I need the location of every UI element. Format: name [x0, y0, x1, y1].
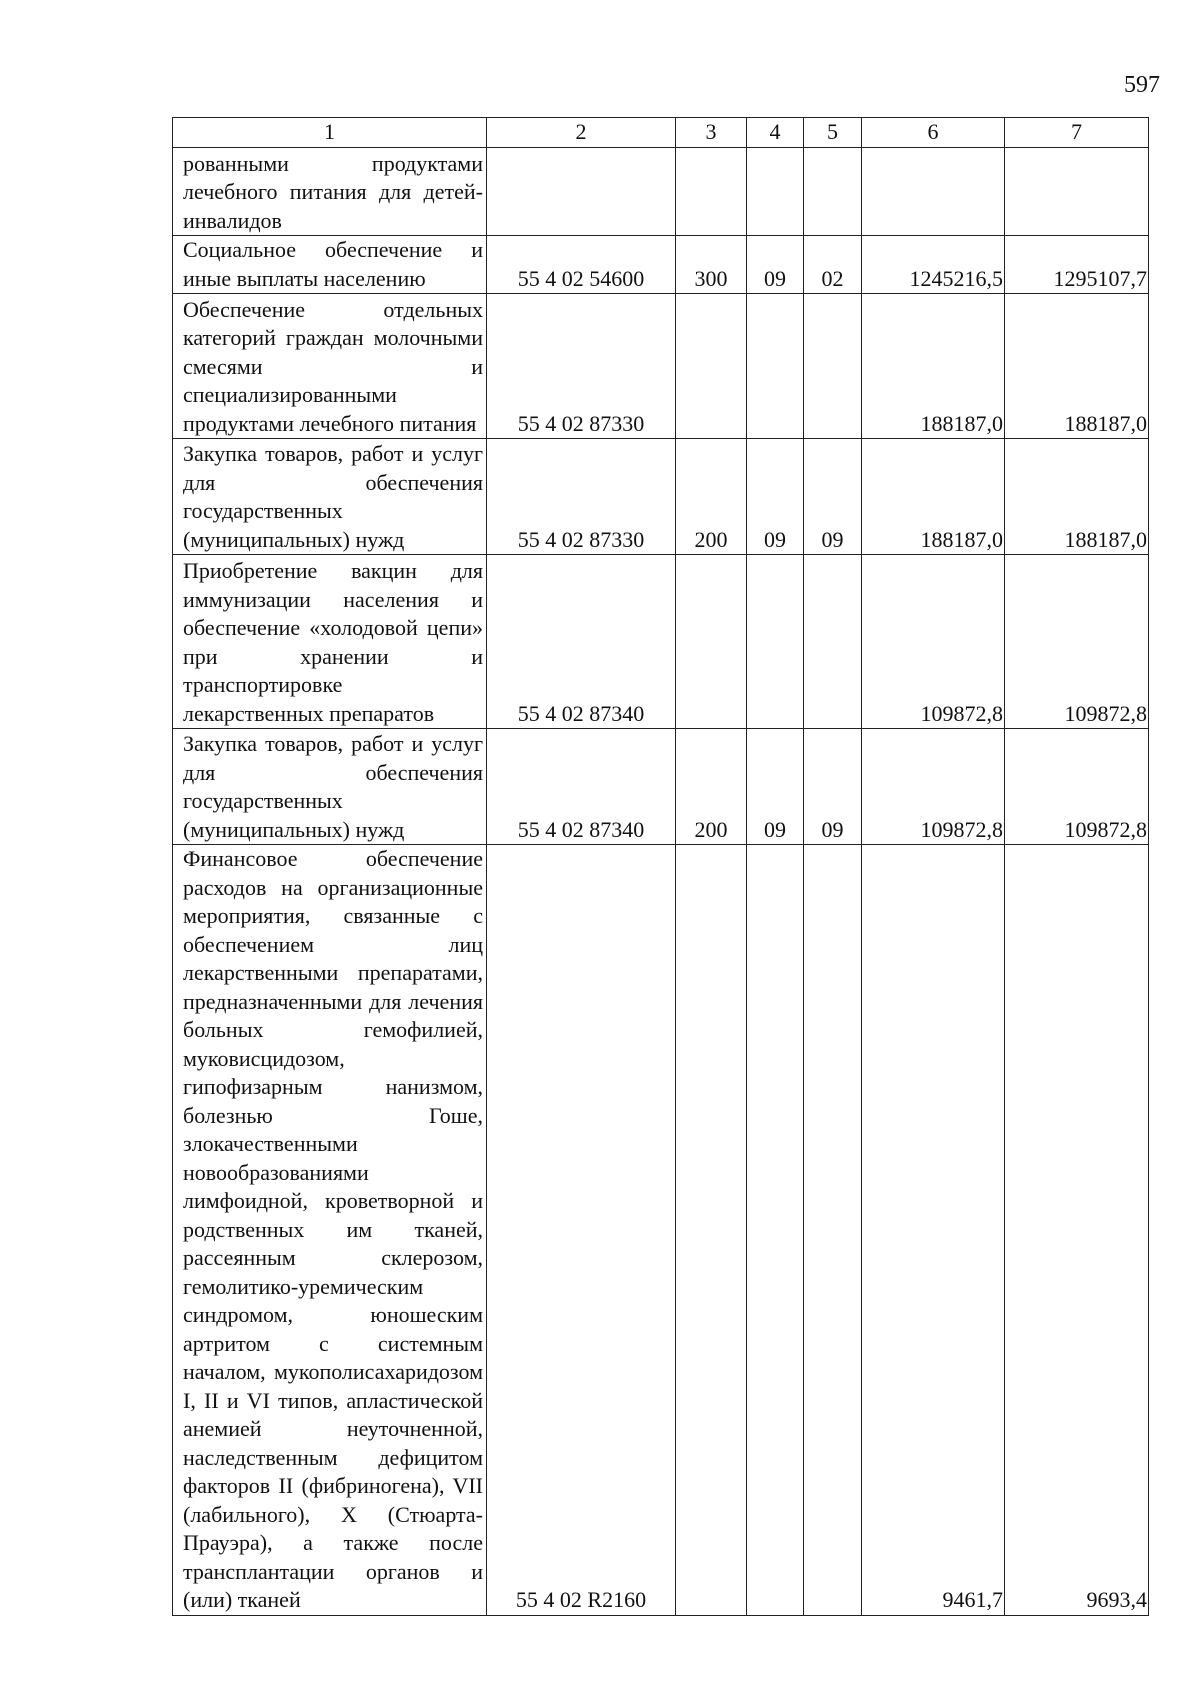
- row-value-6: 109872,8: [862, 555, 1005, 729]
- row-code: 55 4 02 R2160: [487, 845, 676, 1616]
- table-row: [173, 845, 1149, 1616]
- row-value-7: 188187,0: [1005, 439, 1149, 555]
- row-col4: 09: [747, 236, 804, 294]
- row-col5: [804, 555, 862, 729]
- row-value-7: 109872,8: [1005, 555, 1149, 729]
- header-cell-7: 7: [1005, 118, 1149, 148]
- budget-table: [172, 117, 1149, 1616]
- table-row: [173, 148, 1149, 236]
- row-value-6: 188187,0: [862, 294, 1005, 439]
- table-row: [173, 439, 1149, 555]
- row-col4: 09: [747, 439, 804, 555]
- row-col3: [676, 148, 747, 236]
- row-value-6: 109872,8: [862, 729, 1005, 845]
- header-cell-3: 3: [676, 118, 747, 148]
- row-col3: 200: [676, 439, 747, 555]
- row-col5: [804, 294, 862, 439]
- row-value-6: 188187,0: [862, 439, 1005, 555]
- row-name: Приобретение вакцин для иммунизации населения и обеспечение «холодовой цепи» при хранении и транспортировке лекарственных препаратов: [173, 555, 487, 729]
- header-cell-1: 1: [173, 118, 487, 148]
- row-col5: 09: [804, 729, 862, 845]
- header-cell-6: 6: [862, 118, 1005, 148]
- table-row: [173, 236, 1149, 294]
- table-row: [173, 294, 1149, 439]
- row-name: Социальное обеспечение и иные выплаты населению: [173, 236, 487, 294]
- row-code: 55 4 02 87340: [487, 729, 676, 845]
- row-col5: 09: [804, 439, 862, 555]
- header-cell-2: 2: [487, 118, 676, 148]
- row-value-7: 188187,0: [1005, 294, 1149, 439]
- row-col4: 09: [747, 729, 804, 845]
- row-value-6: [862, 148, 1005, 236]
- row-name: рованными продуктами лечебного питания для детей-инвалидов: [173, 148, 487, 236]
- row-col5: [804, 845, 862, 1616]
- row-col3: [676, 555, 747, 729]
- row-col4: [747, 294, 804, 439]
- header-cell-5: 5: [804, 118, 862, 148]
- row-name: Финансовое обеспечение расходов на организационные мероприятия, связанные с обеспечением лиц лекарственными препаратами, предназначенными для лечения больных гемофилией, муковисцидозом, гипофизарным нанизмом, болезнью Гоше, злокачественными новообразованиями лимфоидной, кроветворной и родственных им тканей, рассеянным склерозом, гемолитико-уремическим синдромом, юношеским артритом с системным началом, мукополисахаридозом I, II и VI типов, апластической анемией неуточненной, наследственным дефицитом факторов II (фибриногена), VII (лабильного), X (Стюарта-Прауэра), а также после трансплантации органов и (или) тканей: [173, 845, 487, 1616]
- row-col3: [676, 845, 747, 1616]
- table-header-row: [173, 118, 1149, 148]
- row-value-7: [1005, 148, 1149, 236]
- page-number: 597: [1124, 72, 1160, 98]
- row-code: 55 4 02 87330: [487, 294, 676, 439]
- header-cell-4: 4: [747, 118, 804, 148]
- row-col4: [747, 148, 804, 236]
- table-row: [173, 555, 1149, 729]
- row-col3: 200: [676, 729, 747, 845]
- table-row: [173, 729, 1149, 845]
- row-code: 55 4 02 87330: [487, 439, 676, 555]
- row-value-7: 109872,8: [1005, 729, 1149, 845]
- row-value-6: 1245216,5: [862, 236, 1005, 294]
- row-value-7: 9693,4: [1005, 845, 1149, 1616]
- row-col4: [747, 845, 804, 1616]
- row-col3: [676, 294, 747, 439]
- row-code: [487, 148, 676, 236]
- row-code: 55 4 02 87340: [487, 555, 676, 729]
- row-value-7: 1295107,7: [1005, 236, 1149, 294]
- row-col3: 300: [676, 236, 747, 294]
- row-name: Обеспечение отдельных категорий граждан молочными смесями и специализированными продуктами лечебного питания: [173, 294, 487, 439]
- row-col5: [804, 148, 862, 236]
- row-col4: [747, 555, 804, 729]
- row-col5: 02: [804, 236, 862, 294]
- row-value-6: 9461,7: [862, 845, 1005, 1616]
- row-name: Закупка товаров, работ и услуг для обеспечения государственных (муниципальных) нужд: [173, 729, 487, 845]
- row-name: Закупка товаров, работ и услуг для обеспечения государственных (муниципальных) нужд: [173, 439, 487, 555]
- row-code: 55 4 02 54600: [487, 236, 676, 294]
